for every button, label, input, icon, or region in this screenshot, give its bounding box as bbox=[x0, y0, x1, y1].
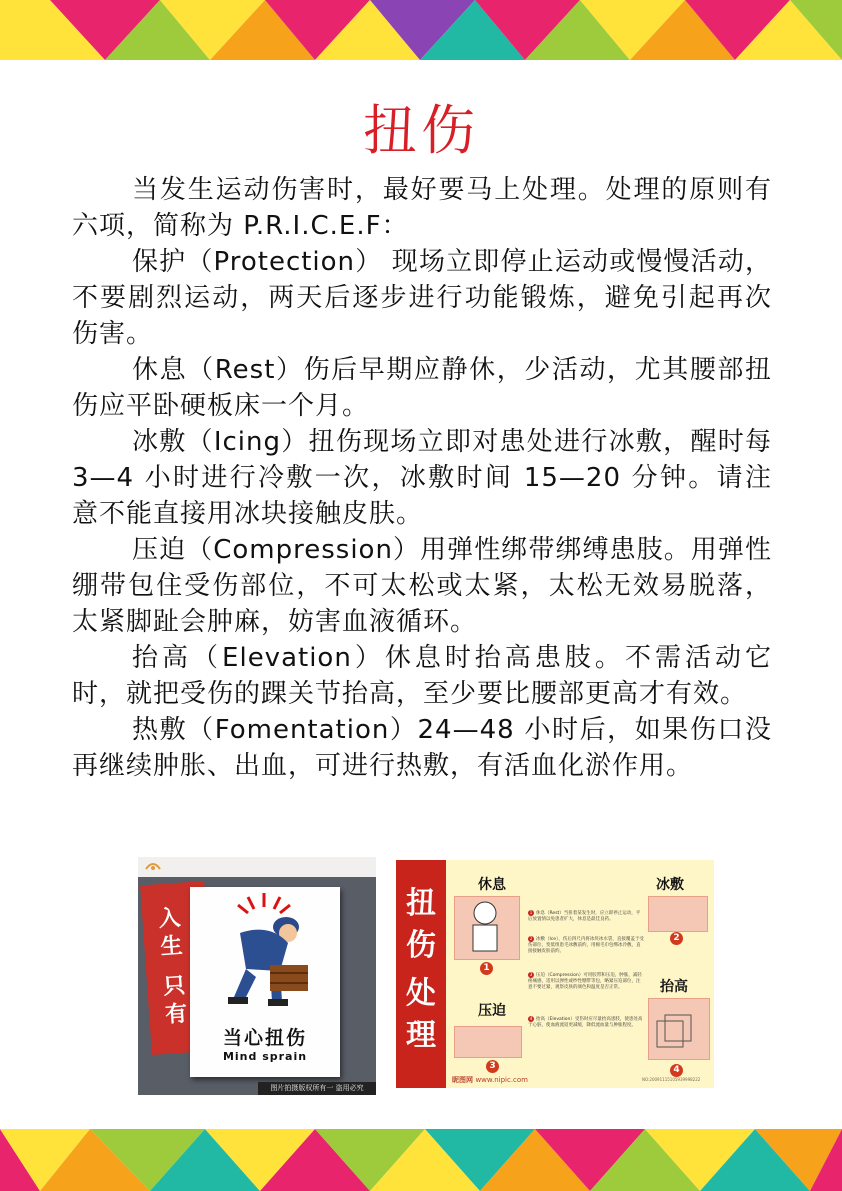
footer-brand-text: 昵图网 bbox=[452, 1076, 473, 1084]
red-sign-char: 入 bbox=[157, 905, 182, 933]
rest-illustration bbox=[454, 896, 520, 960]
guide-side-banner bbox=[396, 860, 446, 1088]
guide-step-text-3 bbox=[528, 972, 644, 991]
photo-top-strip bbox=[138, 857, 376, 877]
step-number-3: 3 bbox=[486, 1060, 499, 1073]
step-bullet: 3 bbox=[529, 972, 533, 977]
worker-lifting-icon bbox=[210, 893, 320, 1009]
rest-figure-icon bbox=[455, 897, 519, 959]
elevate-illustration bbox=[648, 998, 710, 1060]
step-text: 压迫（Compression）可用胶带和压迫，肿胀，减轻疼痛感，适用以弹性或纱性绷带等包，略紧压迫部位，注意不要过紧，观察皮肤的颜色和温度是否正常。 bbox=[528, 973, 642, 990]
guide-step-text-4 bbox=[528, 1016, 644, 1029]
guide-side-char: 理 bbox=[406, 1018, 436, 1053]
step-bullet: 2 bbox=[529, 936, 533, 941]
guide-side-char: 伤 bbox=[406, 928, 436, 963]
elevation-paragraph: 抬高（Elevation）休息时抬高患肢。不需活动它时，就把受伤的踝关节抬高，至少要比腰部更高才有效。 bbox=[72, 643, 772, 709]
photo-caption: 图片拍摄版权所有一 盗用必究 bbox=[258, 1082, 376, 1095]
guide-step-text-1 bbox=[528, 910, 644, 923]
guide-side-char: 扭 bbox=[406, 886, 436, 921]
guide-label-compress: 压迫 bbox=[478, 1003, 506, 1019]
step-text: 休息（Rest）当扭着某发生时，应立即停止运动，平后放置情以免患者扩大，休息是最佳良药。 bbox=[528, 911, 641, 922]
step-bullet: 1 bbox=[529, 910, 533, 915]
step-number-4: 4 bbox=[670, 1064, 683, 1077]
sprain-treatment-guide bbox=[396, 860, 714, 1088]
warning-card-title: 当心扭伤 bbox=[222, 1027, 307, 1049]
rest-paragraph: 休息（Rest）伤后早期应静休，少活动，尤其腰部扭伤应平卧硬板床一个月。 bbox=[72, 355, 772, 421]
step-text: 冰敷（Ice），伤后四尺内将冰块冰水袋，直接覆盖于受伤部位，变低组患毛冰敷前约，用棉毛巾包绑冰冷敷、直接接触皮肤前约。 bbox=[528, 937, 644, 954]
compress-illustration bbox=[454, 1026, 522, 1058]
fomentation-paragraph: 热敷（Fomentation）24—48 小时后，如果伤口没再继续肿胀、出血，可进行热敷，有活血化淤作用。 bbox=[72, 715, 772, 781]
guide-label-elevate: 抬高 bbox=[660, 979, 688, 995]
step-number-2: 2 bbox=[670, 932, 683, 945]
elevate-box-icon bbox=[649, 999, 709, 1059]
red-sign-char: 只 bbox=[162, 973, 187, 1001]
red-sign-char: 有 bbox=[164, 1001, 189, 1028]
red-sign-char: 生 bbox=[159, 933, 184, 961]
protection-paragraph: 保护（Protection） 现场立即停止运动或慢慢活动，不要剧烈运动，两天后逐步进行功能锻炼，避免引起再次伤害。 bbox=[72, 247, 772, 349]
guide-side-char: 处 bbox=[406, 976, 436, 1011]
watermark-logo-icon bbox=[144, 859, 162, 873]
icing-paragraph: 冰敷（Icing）扭伤现场立即对患处进行冰敷，醒时每 3—4 小时进行冷敷一次，冰敷时间 15—20 分钟。请注意不能直接用冰块接触皮肤。 bbox=[72, 427, 772, 529]
step-bullet: 4 bbox=[529, 1016, 533, 1021]
warning-card-subtitle: Mind sprain bbox=[222, 1050, 308, 1063]
intro-paragraph: 当发生运动伤害时，最好要马上处理。处理的原则有六项，简称为 P.R.I.C.E.F： bbox=[72, 175, 772, 241]
step-text: 抬高（Elevation）受伤时应尽量抬高患肢，使患处高于心脏，使血液流返更减缓，降低流血量与肿胀程度。 bbox=[528, 1017, 643, 1028]
ice-illustration bbox=[648, 896, 708, 932]
guide-step-text-2 bbox=[528, 936, 644, 955]
top-triangle-border bbox=[0, 0, 842, 60]
warning-card bbox=[190, 887, 340, 1077]
guide-label-ice: 冰敷 bbox=[656, 877, 684, 893]
step-number-1: 1 bbox=[480, 962, 493, 975]
guide-footer-id: NO:20091115105939998222 bbox=[642, 1077, 701, 1082]
guide-label-rest: 休息 bbox=[478, 877, 506, 893]
sprain-warning-photo bbox=[138, 857, 376, 1095]
bottom-triangle-border bbox=[0, 1129, 842, 1191]
footer-site-text: www.nipic.com bbox=[475, 1076, 528, 1084]
page-title: 扭伤 bbox=[363, 99, 479, 162]
compression-paragraph: 压迫（Compression）用弹性绑带绑缚患肢。用弹性绷带包住受伤部位，不可太松或太紧，太松无效易脱落，太紧脚趾会肿麻，妨害血液循环。 bbox=[72, 535, 772, 637]
guide-footer-brand bbox=[452, 1075, 528, 1085]
article-body bbox=[72, 172, 772, 784]
